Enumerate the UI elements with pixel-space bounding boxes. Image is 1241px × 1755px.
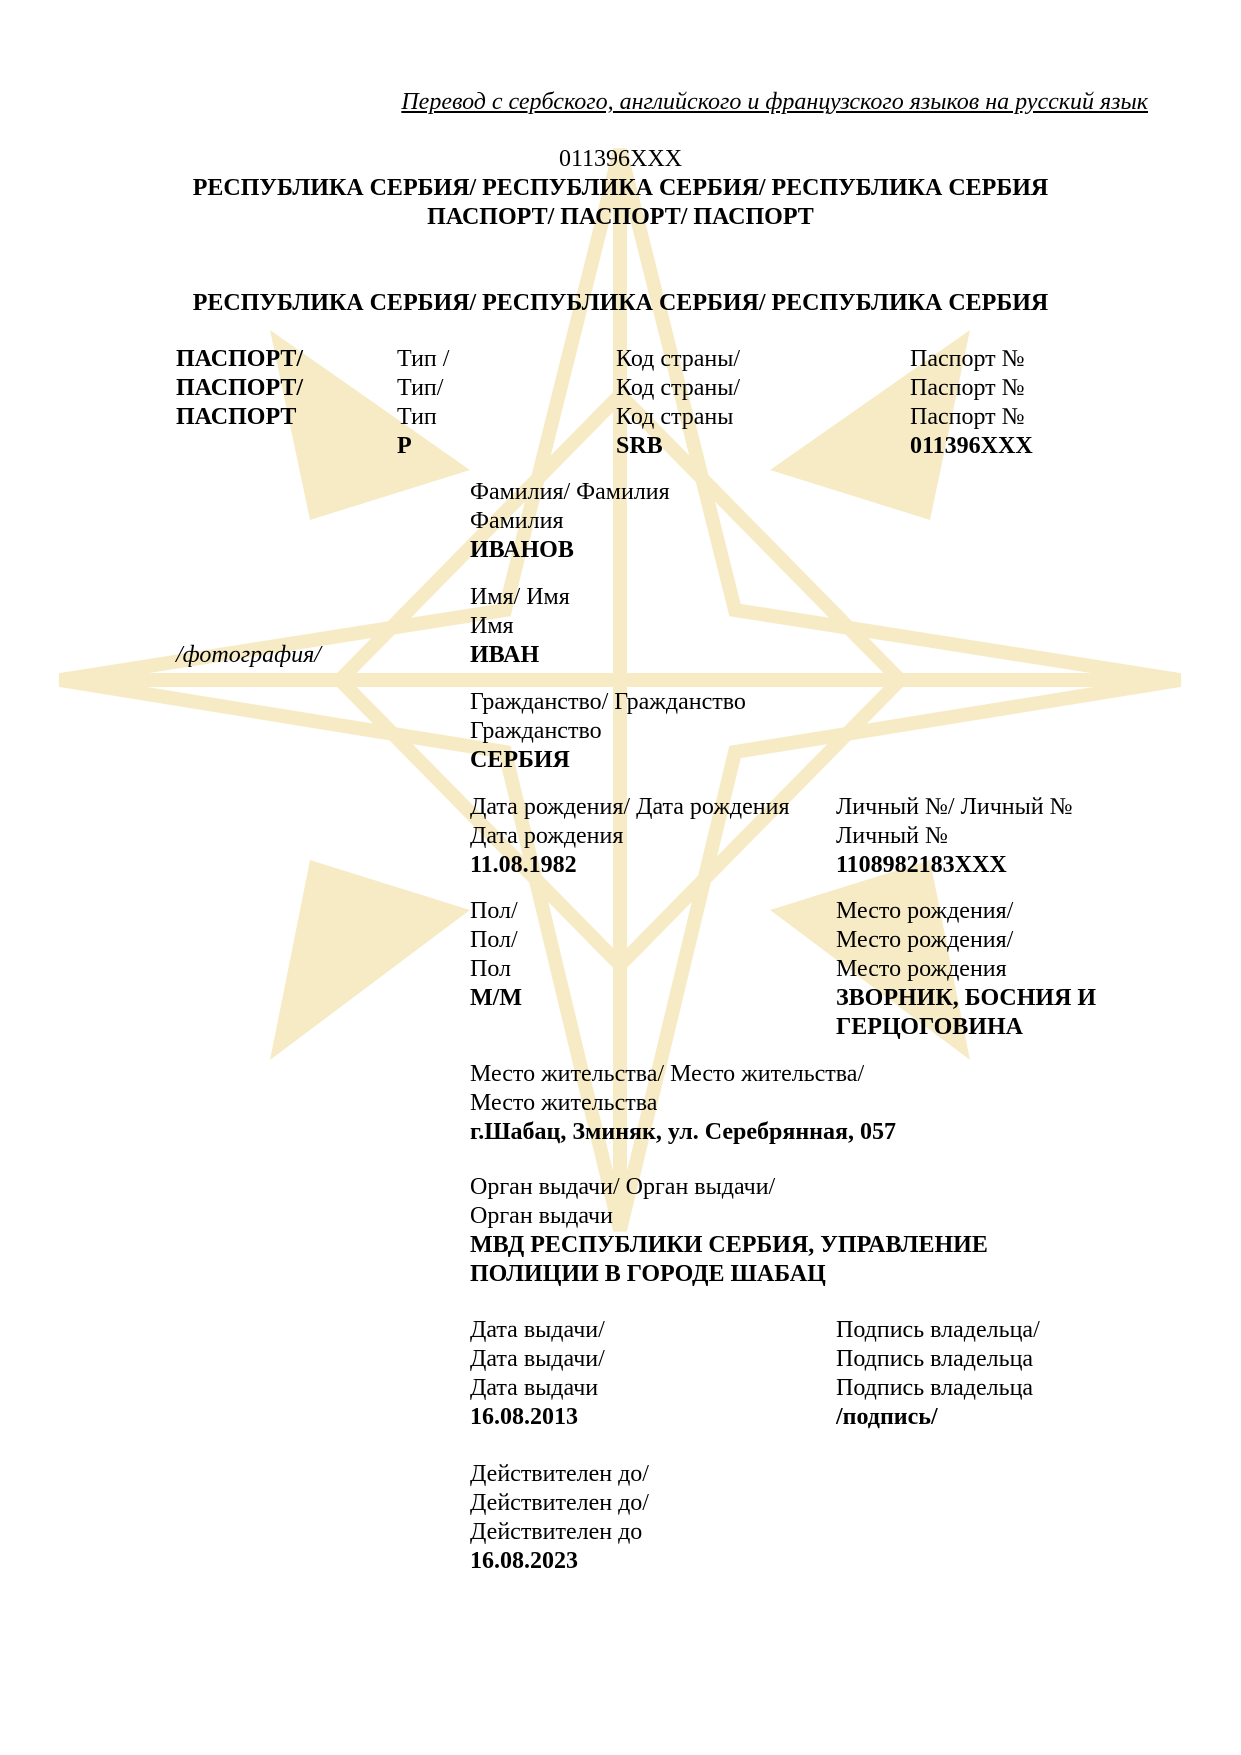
given-name-value: ИВАН [470,642,540,668]
birth-place-value-line-1: ЗВОРНИК, БОСНИЯ И [836,985,1097,1011]
given-name-field: Имя/ Имя Имя ИВАН [470,584,570,668]
holder-signature-field: Подпись владельца/ Подпись владельца Подпись владельца /подпись/ [836,1317,1040,1430]
valid-until-value: 16.08.2023 [470,1548,578,1574]
issue-date-field: Дата выдачи/ Дата выдачи/ Дата выдачи 16.08.2013 [470,1317,605,1430]
passport-number-value: 011396XXX [910,433,1033,459]
birth-date-value: 11.08.1982 [470,852,577,878]
birth-place-value-line-2: ГЕРЦОГОВИНА [836,1014,1023,1040]
passport-label-block: ПАСПОРТ/ ПАСПОРТ/ ПАСПОРТ [176,346,304,430]
personal-number-value: 1108982183XXX [836,852,1007,878]
passport-number-field: Паспорт № Паспорт № Паспорт № 011396XXX [910,346,1033,459]
valid-until-field: Действителен до/ Действителен до/ Действителен до 16.08.2023 [470,1461,649,1574]
birth-place-field: Место рождения/ Место рождения/ Место рождения ЗВОРНИК, БОСНИЯ И ГЕРЦОГОВИНА [836,898,1097,1040]
issuing-authority-field: Орган выдачи/ Орган выдачи/ Орган выдачи МВД РЕСПУБЛИКИ СЕРБИЯ, УПРАВЛЕНИЕ ПОЛИЦИИ В ГОРОДЕ ШАБАЦ [470,1174,988,1287]
republic-heading-second: РЕСПУБЛИКА СЕРБИЯ/ РЕСПУБЛИКА СЕРБИЯ/ РЕСПУБЛИКА СЕРБИЯ [192,290,1049,316]
issuing-authority-value-line-2: ПОЛИЦИИ В ГОРОДЕ ШАБАЦ [470,1261,826,1287]
photo-label: /фотография/ [176,642,321,668]
republic-heading: РЕСПУБЛИКА СЕРБИЯ/ РЕСПУБЛИКА СЕРБИЯ/ РЕСПУБЛИКА СЕРБИЯ [192,175,1049,201]
nationality-value: СЕРБИЯ [470,747,570,773]
surname-field: Фамилия/ Фамилия Фамилия ИВАНОВ [470,479,670,563]
surname-value: ИВАНОВ [470,537,574,563]
issuing-authority-value-line-1: МВД РЕСПУБЛИКИ СЕРБИЯ, УПРАВЛЕНИЕ [470,1232,988,1258]
personal-number-field: Личный №/ Личный № Личный № 1108982183XXX [836,794,1073,878]
country-code-value: SRB [616,433,663,459]
country-code-field: Код страны/ Код страны/ Код страны SRB [616,346,741,459]
type-value: P [397,433,412,459]
birth-date-field: Дата рождения/ Дата рождения Дата рождения 11.08.1982 [470,794,790,878]
translation-note: Перевод с сербского, английского и французского языков на русский язык [401,89,1148,115]
holder-signature-value: /подпись/ [836,1404,938,1430]
document-number: 011396XXX [558,146,683,172]
residence-field: Место жительства/ Место жительства/ Место жительства г.Шабац, Зминяк, ул. Серебрянная, 057 [470,1061,896,1145]
nationality-field: Гражданство/ Гражданство Гражданство СЕРБИЯ [470,689,746,773]
sex-field: Пол/ Пол/ Пол М/М [470,898,522,1011]
passport-heading: ПАСПОРТ/ ПАСПОРТ/ ПАСПОРТ [427,204,814,230]
residence-value: г.Шабац, Зминяк, ул. Серебрянная, 057 [470,1119,896,1145]
type-field: Тип / Тип/ Тип P [397,346,450,459]
sex-value: М/М [470,985,522,1011]
issue-date-value: 16.08.2013 [470,1404,578,1430]
